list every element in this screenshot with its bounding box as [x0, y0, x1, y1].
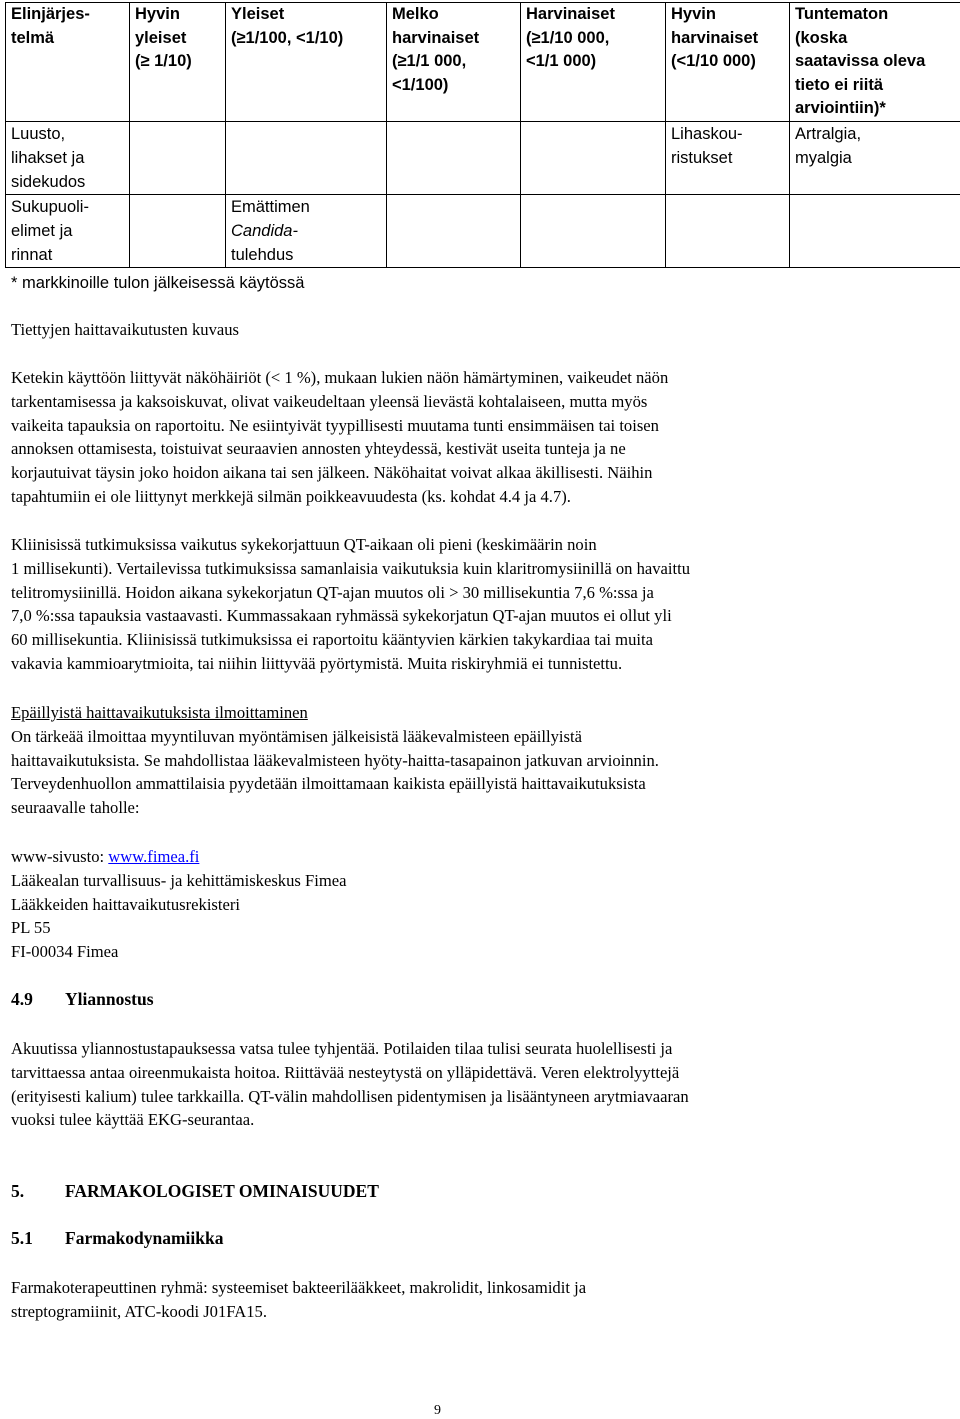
candida-italic: Candida-: [231, 222, 298, 240]
organ-class-reproductive: Sukupuoli- elimet ja rinnat: [6, 194, 130, 267]
header-unknown: Tuntematon (koska saatavissa oleva tieto ei riitä arviointiin)*: [790, 3, 960, 122]
fimea-link[interactable]: www.fimea.fi: [108, 847, 199, 866]
organ-class-musculoskeletal: Luusto, lihakset ja sidekudos: [6, 121, 130, 194]
cell-empty: [226, 121, 387, 194]
heading-overdose: 4.9 Yliannostus: [11, 988, 946, 1012]
header-uncommon: Melko harvinaiset (≥1/1 000, <1/100): [387, 3, 521, 122]
table-header-row: [6, 3, 960, 122]
table-footnote: * markkinoille tulon jälkeisessä käytössä: [11, 271, 304, 295]
paragraph-overdose: Akuutissa yliannostustapauksessa vatsa tulee tyhjentää. Potilaiden tilaa tulisi seurata huolellisesti ja tarvittaessa antaa oireenmukaista hoitoa. Riittävää nesteytystä on ylläpidettävä. Veren elektrolyyttejä (erityisesti kalium) tulee tarkkailla. QT-välin mahdollisen pidentymisen ja lisääntyneen arytmiavaaran vuoksi tulee käyttää EKG-seurantaa.: [11, 1037, 946, 1132]
reporting-section: Epäillyistä haittavaikutuksista ilmoittaminen On tärkeää ilmoittaa myyntiluvan myöntämisen jälkeisistä lääkevalmisteen epäillyistä haittavaikutuksista. Se mahdollistaa lääkevalmisteen hyöty-haitta-tasapainon jatkuvan arvioinnin. Terveydenhuollon ammattilaisia pyydetään ilmoittamaan kaikista epäillyistä haittavaikutuksista seuraavalle taholle:: [11, 701, 946, 820]
table-row: [6, 121, 960, 194]
address-block: www-sivusto: www.fimea.fi Lääkealan turvallisuus- ja kehittämiskeskus Fimea Lääkkeiden haittavaikutusrekisteri PL 55 FI-00034 Fimea: [11, 845, 946, 964]
header-very-rare: Hyvin harvinaiset (<1/10 000): [666, 3, 790, 122]
header-rare: Harvinaiset (≥1/10 000, <1/1 000): [521, 3, 666, 122]
cell-empty: [666, 194, 790, 267]
header-common: Yleiset (≥1/100, <1/10): [226, 3, 387, 122]
adverse-reaction-frequency-table: [5, 2, 960, 268]
heading-pharmacology: 5. FARMAKOLOGISET OMINAISUUDET: [11, 1180, 946, 1204]
table-row: [6, 194, 960, 267]
paragraph-pharmacodynamics: Farmakoterapeuttinen ryhmä: systeemiset bakteerilääkkeet, makrolidit, linkosamidit ja streptogramiinit, ATC-koodi J01FA15.: [11, 1276, 946, 1324]
reporting-title: Epäillyistä haittavaikutuksista ilmoittaminen: [11, 701, 946, 725]
heading-pharmacodynamics: 5.1 Farmakodynamiikka: [11, 1227, 946, 1251]
header-organ-class: Elinjärjes- telmä: [6, 3, 130, 122]
cell-arthralgia-myalgia: Artralgia, myalgia: [790, 121, 960, 194]
cell-empty: [521, 194, 666, 267]
cell-empty: [130, 194, 226, 267]
paragraph-qt: Kliinisissä tutkimuksissa vaikutus sykekorjattuun QT-aikaan oli pieni (keskimäärin noin 1 millisekunti). Vertailevissa tutkimuksissa samanlaisia vaikutuksia kuin klaritromysiinillä on havaittu telitromysiinillä. Hoidon aikana sykekorjatun QT-ajan muutos oli > 30 millisekuntia 7,6 %:ssa ja 7,0 %:ssa tapauksia vastaavasti. Kummassakaan ryhmässä sykekorjatun QT-ajan muutos ei ollut yli 60 millisekuntia. Kliinisissä tutkimuksissa ei raportoitu kääntyvien kärkien takykardiaa tai muita vakavia kammioarytmioita, tai niihin liittyvää pyörtymistä. Muita riskiryhmiä ei tunnistettu.: [11, 533, 946, 676]
cell-vaginal-candidiasis: Emättimen Candida- tulehdus: [226, 194, 387, 267]
cell-muscle-cramps: Lihaskou- ristukset: [666, 121, 790, 194]
cell-empty: [387, 121, 521, 194]
cell-empty: [130, 121, 226, 194]
cell-empty: [387, 194, 521, 267]
cell-empty: [790, 194, 960, 267]
paragraph-vision: Ketekin käyttöön liittyvät näköhäiriöt (< 1 %), mukaan lukien näön hämärtyminen, vaikeudet näön tarkentamisessa ja kaksoiskuvat, olivat vaikeudeltaan yleensä lievästä kohtalaiseen, mutta myös vaikeita tapauksia on raportoitu. Ne esiintyivät tyypillisesti muutama tunti ensimmäisen tai toisen annoksen ottamisesta, toistuivat seuraavien annosten yhteydessä, kestivät useita tunteja ja ne korjautuivat täysin joko hoidon aikana tai sen jälkeen. Näköhaitat voivat alkaa äkillisesti. Näihin tapahtumiin ei ole liittynyt merkkejä silmän poikkeavuudesta (ks. kohdat 4.4 ja 4.7).: [11, 366, 946, 509]
page-number: 9: [434, 1403, 441, 1419]
website-line: www-sivusto: www.fimea.fi: [11, 845, 946, 869]
section-title-description: Tiettyjen haittavaikutusten kuvaus: [11, 318, 946, 342]
header-very-common: Hyvin yleiset (≥ 1/10): [130, 3, 226, 122]
cell-empty: [521, 121, 666, 194]
